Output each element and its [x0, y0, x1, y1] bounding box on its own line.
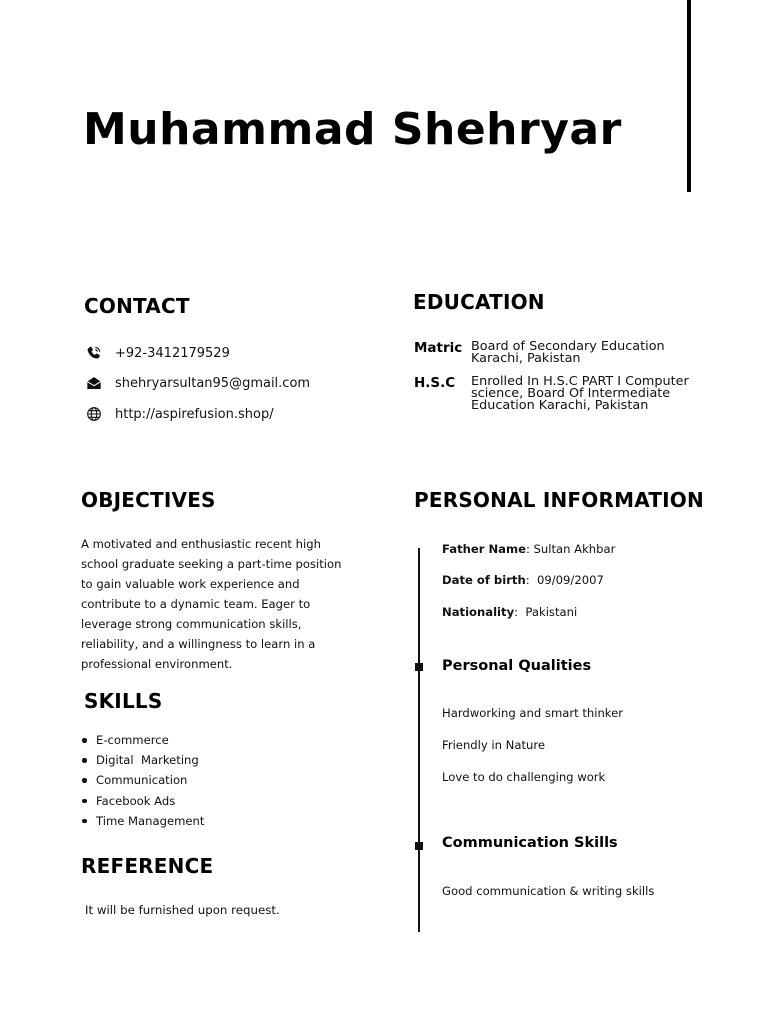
personal-info-heading: PERSONAL INFORMATION	[414, 488, 704, 512]
globe-icon	[84, 404, 104, 424]
education-line: Education Karachi, Pakistan	[471, 398, 649, 413]
skill-item: E-commerce	[80, 730, 204, 750]
skill-item: Digital Marketing	[80, 750, 204, 770]
education-line: science, Board Of Intermediate	[471, 386, 671, 401]
father-name-label: Father Name	[442, 542, 526, 556]
phone-number: +92-3412179529	[115, 345, 230, 361]
date-of-birth-label: Date of birth	[442, 573, 526, 587]
contact-website-row	[84, 404, 274, 424]
envelope-icon	[84, 373, 104, 393]
reference-text: It will be furnished upon request.	[85, 903, 280, 917]
timeline-line	[418, 548, 420, 932]
date-of-birth-value: : 09/09/2007	[525, 573, 604, 587]
education-line: Enrolled In H.S.C PART I Computer	[471, 374, 689, 389]
skill-item: Communication	[80, 770, 204, 790]
quality-item: Love to do challenging work	[442, 770, 606, 784]
contact-phone-row	[84, 343, 230, 363]
education-line: Karachi, Pakistan	[471, 351, 581, 366]
skill-item: Time Management	[80, 811, 204, 831]
objectives-text: A motivated and enthusiastic recent high school graduate seeking a part-time position to gain valuable work experience and contribute to a dynamic team. Eager to leverage strong communication skills, reliability, and a willingness to learn in a professional environment.	[81, 537, 342, 671]
education-detail-matric	[471, 341, 711, 365]
timeline-marker	[415, 663, 423, 671]
education-label-matric: Matric	[414, 340, 463, 356]
applicant-name: Muhammad Shehryar	[83, 104, 622, 155]
skill-item: Facebook Ads	[80, 791, 204, 811]
skills-list	[80, 730, 204, 831]
quality-item: Friendly in Nature	[442, 738, 545, 752]
father-name-value: : Sultan Akhbar	[525, 542, 616, 556]
nationality-value: : Pakistani	[514, 605, 578, 619]
nationality-label: Nationality	[442, 605, 515, 619]
timeline-marker	[415, 842, 423, 850]
father-name-row	[442, 542, 615, 556]
education-line: Board of Secondary Education	[471, 339, 665, 354]
contact-heading: CONTACT	[84, 294, 190, 318]
contact-email-row	[84, 373, 310, 393]
objectives-heading: OBJECTIVES	[81, 488, 216, 512]
website-url: http://aspirefusion.shop/	[115, 406, 274, 422]
skills-heading: SKILLS	[84, 689, 163, 713]
personal-qualities-heading: Personal Qualities	[442, 658, 592, 674]
communication-skills-heading: Communication Skills	[442, 835, 618, 851]
communication-item: Good communication & writing skills	[442, 884, 655, 898]
header-vertical-rule	[687, 0, 691, 192]
phone-icon	[84, 343, 104, 363]
date-of-birth-row	[442, 573, 604, 587]
education-heading: EDUCATION	[413, 290, 545, 314]
education-label-hsc: H.S.C	[414, 375, 456, 391]
nationality-row	[442, 605, 577, 619]
quality-item: Hardworking and smart thinker	[442, 706, 624, 720]
email-address: shehryarsultan95@gmail.com	[115, 375, 311, 391]
education-detail-hsc	[471, 376, 711, 412]
reference-heading: REFERENCE	[81, 854, 214, 878]
